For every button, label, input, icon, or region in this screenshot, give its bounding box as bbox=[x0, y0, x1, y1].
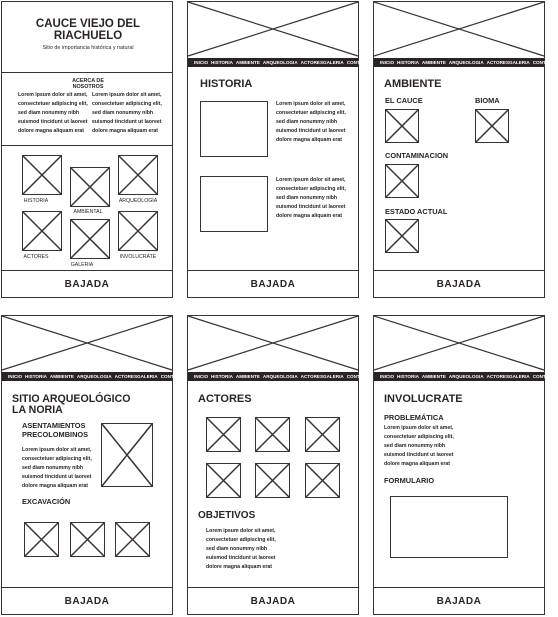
contaminacion-label: CONTAMINACION bbox=[385, 151, 449, 160]
arqueologia-title: SITIO ARQUEOLÓGICO LA NORIA bbox=[12, 393, 131, 417]
estado-actual-image bbox=[385, 219, 419, 253]
about-text-right: Lorem ipsum dolor sit amet, consectetuer adipiscing elit, sed diam nonummy nibh euismod tincidunt ut laoreet dolore magna aliquam erat bbox=[92, 92, 162, 134]
nav-actores[interactable]: ACTORES bbox=[486, 60, 510, 65]
nav-inicio[interactable]: INICIO bbox=[380, 60, 395, 65]
tile-ambiental-label[interactable]: AMBIENTAL bbox=[73, 209, 103, 215]
footer bbox=[188, 270, 358, 297]
nav-actores[interactable]: ACTORES bbox=[300, 374, 324, 379]
nav-inicio[interactable]: INICIO bbox=[194, 60, 209, 65]
nav-contacto[interactable]: CONTACTO bbox=[532, 60, 558, 65]
tile-ambiental-image[interactable] bbox=[70, 167, 110, 207]
contaminacion-image bbox=[385, 164, 419, 198]
el-cauce-label: EL CAUCE bbox=[385, 96, 423, 105]
nav-galeria[interactable]: GALERIA bbox=[137, 374, 158, 379]
footer-label: BAJADA bbox=[436, 278, 482, 290]
nav-historia[interactable]: HISTORIA bbox=[397, 60, 419, 65]
navbar bbox=[374, 58, 558, 67]
nav-galeria[interactable]: GALERIA bbox=[323, 374, 344, 379]
asentamientos-image bbox=[101, 423, 153, 487]
nav-actores[interactable]: ACTORES bbox=[114, 374, 138, 379]
navbar bbox=[374, 372, 558, 381]
involucrate-title: INVOLUCRATE bbox=[384, 393, 463, 405]
footer-label: BAJADA bbox=[250, 278, 296, 290]
nav-arqueologia[interactable]: ARQUEOLOGIA bbox=[262, 60, 298, 65]
historia-text-2: Lorem ipsum dolor sit amet, consectetuer adipiscing elit, sed diam nonummy nibh euismod tincidunt ut laoreet dolore magna aliquam erat bbox=[276, 177, 346, 219]
about-title: ACERCA DE NOSOTROS bbox=[72, 78, 104, 91]
tile-galeria-label[interactable]: GALERIA bbox=[70, 262, 94, 268]
nav-arqueologia[interactable]: ARQUEOLOGIA bbox=[448, 60, 484, 65]
estado-actual-label: ESTADO ACTUAL bbox=[385, 207, 448, 216]
tile-involucrate-image[interactable] bbox=[118, 211, 158, 251]
tile-arqueologia-image[interactable] bbox=[118, 155, 158, 195]
actor-image bbox=[206, 463, 241, 498]
excavacion-image bbox=[24, 522, 59, 557]
navbar bbox=[2, 372, 187, 381]
actor-image bbox=[305, 463, 340, 498]
tile-actores-image[interactable] bbox=[22, 211, 62, 251]
nav-historia[interactable]: HISTORIA bbox=[397, 374, 419, 379]
nav-ambiente[interactable]: AMBIENTE bbox=[235, 60, 260, 65]
actor-image bbox=[206, 417, 241, 452]
excavacion-image bbox=[115, 522, 150, 557]
nav-ambiente[interactable]: AMBIENTE bbox=[421, 374, 446, 379]
actor-image bbox=[255, 417, 290, 452]
nav-historia[interactable]: HISTORIA bbox=[211, 60, 233, 65]
problematica-text: Lorem ipsum dolor sit amet, consectetuer adipiscing elit, sed diam nonummy nibh euismod tincidunt ut laoreet dolore magna aliquam erat bbox=[384, 425, 454, 467]
footer bbox=[374, 587, 544, 614]
objetivos-text: Lorem ipsum dolor sit amet, consectetuer adipiscing elit, sed diam nonummy nibh euismod tincidunt ut laoreet dolore magna aliquam erat bbox=[206, 528, 276, 570]
formulario-label: FORMULARIO bbox=[384, 476, 435, 485]
nav-galeria[interactable]: GALERIA bbox=[509, 374, 530, 379]
wireframe-actores bbox=[187, 315, 373, 615]
hero-image-placeholder bbox=[188, 316, 358, 370]
nav-historia[interactable]: HISTORIA bbox=[211, 374, 233, 379]
home-title: CAUCE VIEJO DEL RIACHUELO bbox=[35, 18, 141, 43]
tile-involucrate-label[interactable]: INVOLUCRATE bbox=[119, 254, 157, 260]
ambiente-title: AMBIENTE bbox=[384, 78, 442, 90]
image-placeholder bbox=[200, 101, 268, 157]
image-placeholder bbox=[200, 176, 268, 232]
nav-arqueologia[interactable]: ARQUEOLOGIA bbox=[76, 374, 112, 379]
nav-inicio[interactable]: INICIO bbox=[194, 374, 209, 379]
divider bbox=[2, 72, 172, 73]
nav-galeria[interactable]: GALERIA bbox=[323, 60, 344, 65]
nav-actores[interactable]: ACTORES bbox=[300, 60, 324, 65]
actores-title: ACTORES bbox=[198, 393, 252, 405]
hero-image-placeholder bbox=[188, 2, 358, 56]
nav-contacto[interactable]: CONTACTO bbox=[346, 60, 373, 65]
nav-contacto[interactable]: CONTACTO bbox=[532, 374, 558, 379]
actor-image bbox=[255, 463, 290, 498]
tile-actores-label[interactable]: ACTORES bbox=[23, 254, 49, 260]
el-cauce-image bbox=[385, 109, 419, 143]
historia-title: HISTORIA bbox=[200, 78, 253, 90]
about-text-left: Lorem ipsum dolor sit amet, consectetuer adipiscing elit, sed diam nonummy nibh euismod tincidunt ut laoreet dolore magna aliquam erat bbox=[18, 92, 88, 134]
footer-label: BAJADA bbox=[64, 595, 110, 607]
nav-arqueologia[interactable]: ARQUEOLOGIA bbox=[448, 374, 484, 379]
wireframe-arqueologia bbox=[1, 315, 187, 615]
hero-image-placeholder bbox=[374, 316, 544, 370]
wireframe-home bbox=[1, 1, 173, 298]
nav-inicio[interactable]: INICIO bbox=[380, 374, 395, 379]
tile-galeria-image[interactable] bbox=[70, 219, 110, 259]
footer bbox=[374, 270, 544, 297]
problematica-label: PROBLEMÁTICA bbox=[384, 413, 444, 422]
wireframe-involucrate bbox=[373, 315, 558, 615]
hero-image-placeholder bbox=[374, 2, 544, 56]
nav-contacto[interactable]: CONTACTO bbox=[160, 374, 187, 379]
footer-label: BAJADA bbox=[436, 595, 482, 607]
bioma-label: BIOMA bbox=[475, 96, 500, 105]
historia-text-1: Lorem ipsum dolor sit amet, consectetuer adipiscing elit, sed diam nonummy nibh euismod tincidunt ut laoreet dolore magna aliquam erat bbox=[276, 101, 346, 143]
nav-arqueologia[interactable]: ARQUEOLOGIA bbox=[262, 374, 298, 379]
nav-ambiente[interactable]: AMBIENTE bbox=[421, 60, 446, 65]
footer bbox=[2, 587, 172, 614]
asentamientos-label: ASENTAMIENTOS PRECOLOMBINOS bbox=[22, 421, 89, 439]
tile-historia-label[interactable]: HISTORIA bbox=[23, 198, 49, 204]
objetivos-title: OBJETIVOS bbox=[198, 510, 256, 521]
nav-historia[interactable]: HISTORIA bbox=[25, 374, 47, 379]
home-subtitle: Sitio de importancia histórica y natural bbox=[42, 45, 134, 51]
contact-form[interactable] bbox=[390, 496, 508, 558]
footer bbox=[2, 270, 172, 297]
excavacion-image bbox=[70, 522, 105, 557]
nav-ambiente[interactable]: AMBIENTE bbox=[235, 374, 260, 379]
nav-contacto[interactable]: CONTACTO bbox=[346, 374, 373, 379]
nav-galeria[interactable]: GALERIA bbox=[509, 60, 530, 65]
footer-label: BAJADA bbox=[250, 595, 296, 607]
navbar bbox=[188, 58, 373, 67]
navbar bbox=[188, 372, 373, 381]
wireframe-historia bbox=[187, 1, 373, 298]
nav-actores[interactable]: ACTORES bbox=[486, 374, 510, 379]
wireframe-ambiente bbox=[373, 1, 558, 298]
nav-ambiente[interactable]: AMBIENTE bbox=[49, 374, 74, 379]
asentamientos-text: Lorem ipsum dolor sit amet, consectetuer adipiscing elit, sed diam nonummy nibh euismod tincidunt ut laoreet dolore magna aliquam erat bbox=[22, 447, 92, 489]
tile-arqueologia-label[interactable]: ARQUEOLOGÍA bbox=[118, 198, 158, 204]
nav-inicio[interactable]: INICIO bbox=[8, 374, 23, 379]
hero-image-placeholder bbox=[2, 316, 172, 370]
footer bbox=[188, 587, 358, 614]
divider bbox=[2, 145, 172, 146]
tile-historia-image[interactable] bbox=[22, 155, 62, 195]
footer-label: BAJADA bbox=[64, 278, 110, 290]
excavacion-label: EXCAVACIÓN bbox=[22, 497, 71, 506]
actor-image bbox=[305, 417, 340, 452]
bioma-image bbox=[475, 109, 509, 143]
